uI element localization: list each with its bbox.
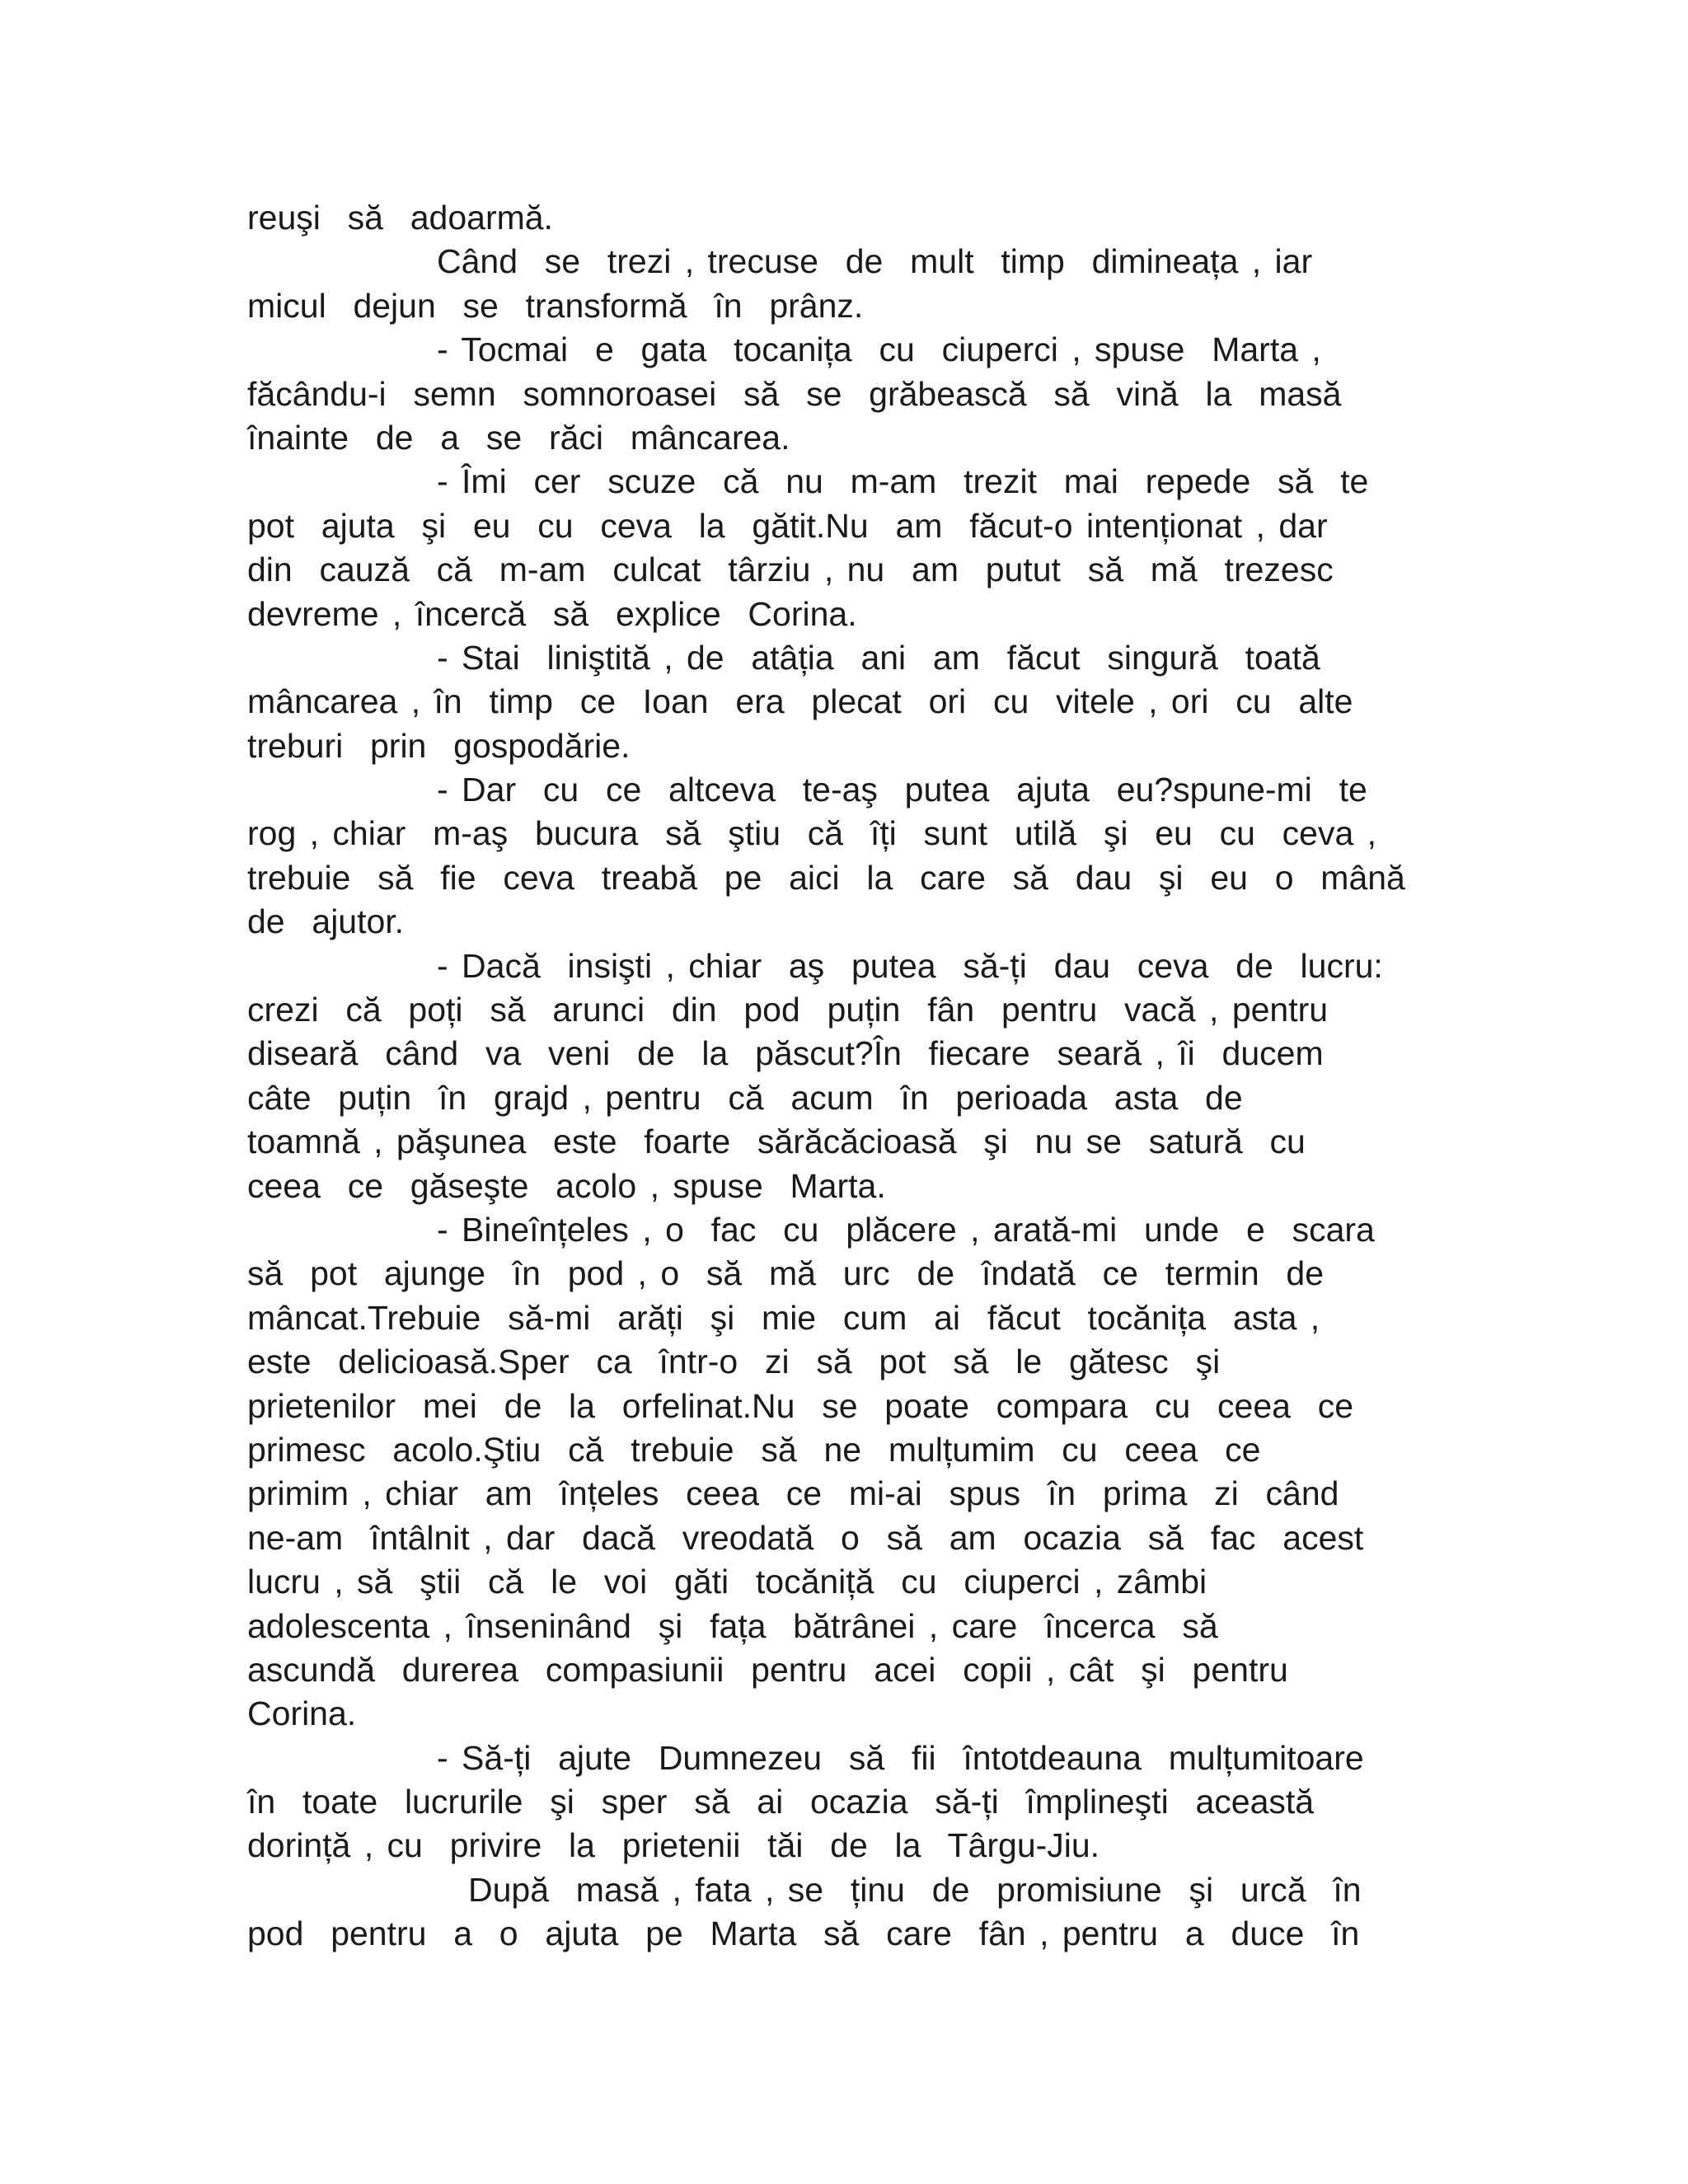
text-line: mâncarea , în timp ce Ioan era plecat ori cu vitele , ori cu alte [247,682,1353,721]
text-line: Când se trezi , trecuse de mult timp dimineața , iar [437,242,1313,281]
text-line: pot ajuta şi eu cu ceva la gătit.Nu am făcut-o intenționat , dar [247,506,1328,545]
text-line: crezi că poți să arunci din pod puțin fân pentru vacă , pentru [247,991,1329,1029]
text-line: - Dar cu ce altceva te-aş putea ajuta eu?spune-mi te [437,771,1367,809]
text-line: treburi prin gospodărie. [247,726,631,765]
text-line: dorință , cu privire la prietenii tăi de la Târgu-Jiu. [247,1826,1100,1865]
text-line: După masă , fata , se ținu de promisiune şi urcă în [468,1870,1362,1909]
text-line: făcându-i semn somnoroasei să se grăbească să vină la masă [247,374,1342,413]
text-line: primesc acolo.Ştiu că trebuie să ne mulțumim cu ceea ce [247,1430,1261,1469]
text-line: lucru , să ştii că le voi găti tocăniță cu ciuperci , zâmbi [247,1563,1207,1601]
text-line: este delicioasă.Sper ca într-o zi să pot să le gătesc şi [247,1343,1221,1381]
text-line: prietenilor mei de la orfelinat.Nu se poate compara cu ceea ce [247,1386,1354,1425]
text-line: - Bineînțeles , o fac cu plăcere , arată-mi unde e scara [437,1210,1375,1249]
text-line: mâncat.Trebuie să-mi arăți şi mie cum ai făcut tocănița asta , [247,1298,1320,1337]
text-line: Corina. [247,1694,357,1733]
text-line: câte puțin în grajd , pentru că acum în perioada asta de [247,1078,1243,1117]
text-line: pod pentru a o ajuta pe Marta să care fân , pentru a duce în [247,1915,1360,1953]
text-line: să pot ajunge în pod , o să mă urc de îndată ce termin de [247,1254,1325,1293]
text-line: în toate lucrurile şi sper să ai ocazia să-ți împlineşti această [247,1783,1315,1821]
text-line: devreme , încercă să explice Corina. [247,594,857,633]
text-line: diseară când va veni de la păscut?În fiecare seară , îi ducem [247,1034,1324,1073]
text-line: trebuie să fie ceva treabă pe aici la care să dau şi eu o mână [247,858,1405,897]
text-line: - Stai liniştită , de atâția ani am făcut singură toată [437,638,1320,677]
text-line: ceea ce găseşte acolo , spuse Marta. [247,1166,886,1205]
body-text [247,196,1434,1957]
text-line: de ajutor. [247,902,405,941]
text-line: adolescenta , înseninând şi fața bătrânei , care încerca să [247,1606,1218,1645]
text-line: reuşi să adoarmă. [247,199,553,237]
text-line: - Îmi cer scuze că nu m-am trezit mai repede să te [437,462,1369,501]
text-line: - Tocmai e gata tocanița cu ciuperci , spuse Marta , [437,330,1321,369]
text-line: ne-am întâlnit , dar dacă vreodată o să am ocazia să fac acest [247,1518,1364,1557]
text-line: ascundă durerea compasiunii pentru acei copii , cât şi pentru [247,1650,1288,1689]
text-line: primim , chiar am înțeles ceea ce mi-ai spus în prima zi când [247,1474,1339,1513]
text-line: înainte de a se răci mâncarea. [247,418,790,457]
text-line: - Să-ți ajute Dumnezeu să fii întotdeauna mulțumitoare [437,1738,1364,1777]
text-line: - Dacă insişti , chiar aş putea să-ți dau ceva de lucru: [437,946,1383,985]
text-line: rog , chiar m-aş bucura să ştiu că îți sunt utilă şi eu cu ceva , [247,814,1377,853]
text-line: micul dejun se transformă în prânz. [247,286,864,325]
text-line: toamnă , păşunea este foarte sărăcăcioasă şi nu se satură cu [247,1122,1306,1161]
text-line: din cauză că m-am culcat târziu , nu am putut să mă trezesc [247,551,1334,589]
